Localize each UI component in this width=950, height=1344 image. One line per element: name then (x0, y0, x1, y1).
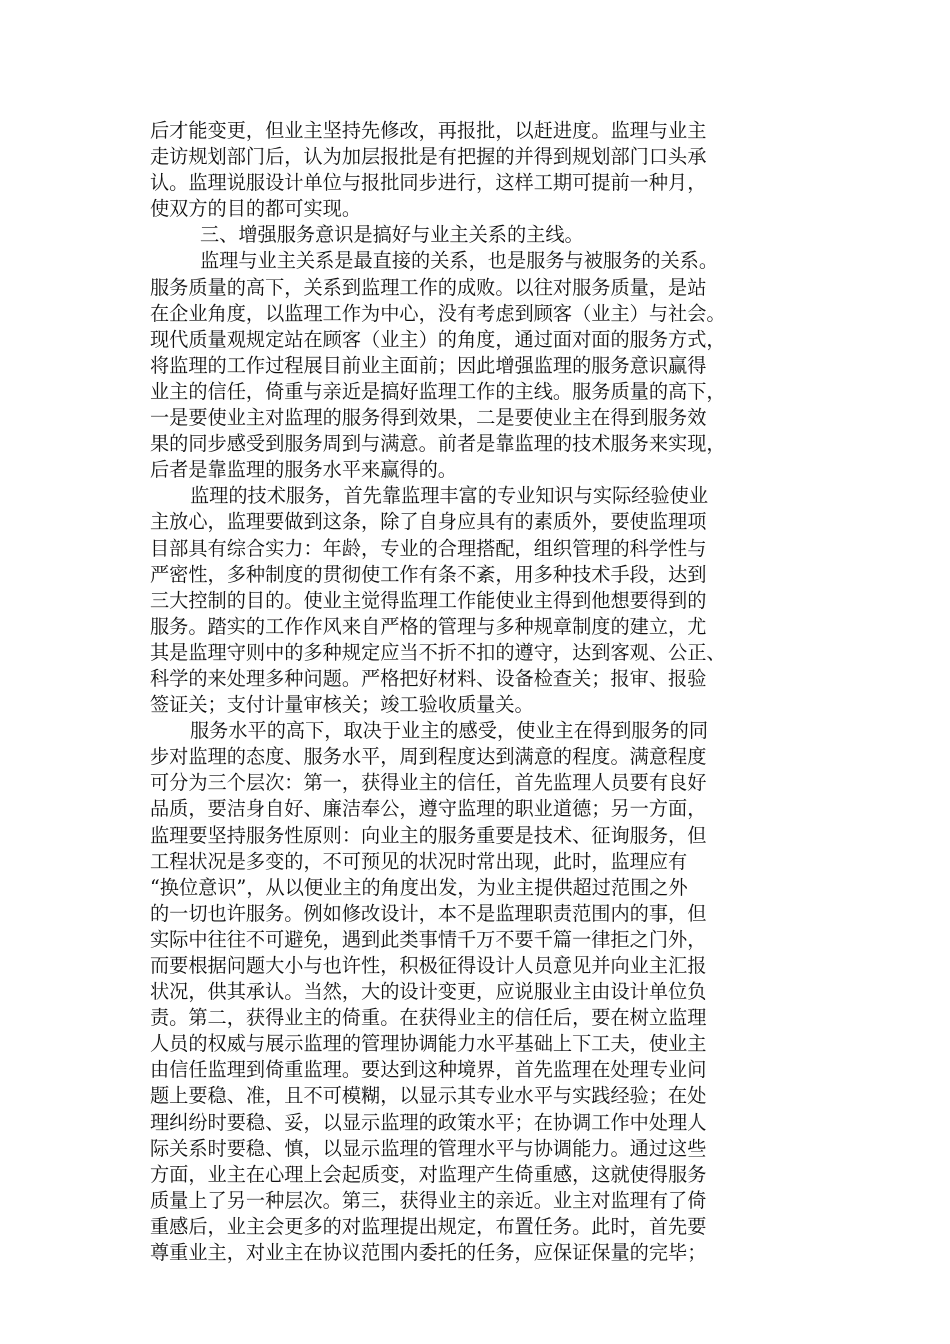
text-line: 题上要稳、准，且不可模糊，以显示其专业水平与实践经验；在处 (150, 1084, 707, 1108)
text-line: 目部具有综合实力：年龄，专业的合理搭配，组织管理的科学性与 (150, 536, 707, 560)
text-line: 服务质量的高下，关系到监理工作的成败。以往对服务质量，是站 (150, 275, 707, 299)
text-line: 现代质量观规定站在顾客（业主）的角度，通过面对面的服务方式， (150, 327, 726, 351)
text-line: 服务水平的高下，取决于业主的感受，使业主在得到服务的同 (190, 719, 709, 743)
text-line: “换位意识”，从以便业主的角度出发，为业主提供超过范围之外 (150, 875, 688, 899)
text-line: 走访规划部门后，认为加层报批是有把握的并得到规划部门口头承 (150, 145, 707, 169)
text-line: 品质，要洁身自好、廉洁奉公，遵守监理的职业道德；另一方面， (150, 797, 707, 821)
text-line: 使双方的目的都可实现。 (150, 197, 362, 221)
text-line: 际关系时要稳、慎，以显示监理的管理水平与协调能力。通过这些 (150, 1136, 707, 1160)
text-line: 监理与业主关系是最直接的关系，也是服务与被服务的关系。 (200, 249, 719, 273)
text-line: 业主的信任，倚重与亲近是搞好监理工作的主线。服务质量的高下， (150, 379, 726, 403)
text-line: 人员的权威与展示监理的管理协调能力水平基础上下工夫，使业主 (150, 1032, 707, 1056)
text-line: 可分为三个层次：第一，获得业主的信任，首先监理人员要有良好 (150, 771, 707, 795)
text-line: 监理的技术服务，首先靠监理丰富的专业知识与实际经验使业 (190, 484, 709, 508)
text-line: 监理要坚持服务性原则：向业主的服务重要是技术、征询服务，但 (150, 823, 707, 847)
text-line: 的一切也许服务。例如修改设计，本不是监理职责范围内的事，但 (150, 901, 707, 925)
text-line: 在企业角度，以监理工作为中心，没有考虑到顾客（业主）与社会。 (150, 301, 726, 325)
text-line: 后者是靠监理的服务水平来赢得的。 (150, 458, 457, 482)
text-line: 三、增强服务意识是搞好与业主关系的主线。 (200, 223, 584, 247)
text-line: 将监理的工作过程展目前业主面前；因此增强监理的服务意识赢得 (150, 353, 707, 377)
text-line: 质量上了另一种层次。第三，获得业主的亲近。业主对监理有了倚 (150, 1188, 707, 1212)
text-line: 果的同步感受到服务周到与满意。前者是靠监理的技术服务来实现， (150, 432, 726, 456)
text-line: 其是监理守则中的多种规定应当不折不扣的遵守，达到客观、公正、 (150, 640, 726, 664)
text-line: 实际中往往不可避免，遇到此类事情千万不要千篇一律拒之门外， (150, 927, 707, 951)
text-line: 科学的来处理多种问题。严格把好材料、设备检查关；报审、报验 (150, 666, 707, 690)
text-line: 而要根据问题大小与也许性，积极征得设计人员意见并向业主汇报 (150, 954, 707, 977)
text-line: 后才能变更，但业主坚持先修改，再报批，以赶进度。监理与业主 (150, 119, 707, 142)
text-line: 认。监理说服设计单位与报批同步进行，这样工期可提前一种月， (150, 171, 707, 195)
text-line: 三大控制的目的。使业主觉得监理工作能使业主得到他想要得到的 (150, 588, 707, 612)
text-line: 严密性，多种制度的贯彻使工作有条不紊，用多种技术手段，达到 (150, 562, 707, 586)
text-line: 主放心，监理要做到这条，除了自身应具有的素质外，要使监理项 (150, 510, 707, 534)
text-line: 签证关；支付计量审核关；竣工验收质量关。 (150, 693, 534, 717)
document-body (150, 118, 820, 1266)
text-line: 重感后，业主会更多的对监理提出规定，布置任务。此时，首先要 (150, 1214, 707, 1238)
text-line: 尊重业主，对业主在协议范围内委托的任务，应保证保量的完毕； (150, 1241, 707, 1265)
text-line: 理纠纷时要稳、妥，以显示监理的政策水平；在协调工作中处理人 (150, 1110, 707, 1134)
text-line: 工程状况是多变的，不可预见的状况时常出现，此时，监理应有 (150, 849, 688, 873)
text-line: 方面，业主在心理上会起质变，对监理产生倚重感，这就使得服务 (150, 1162, 707, 1186)
text-line: 由信任监理到倚重监理。要达到这种境界，首先监理在处理专业问 (150, 1058, 707, 1082)
text-line: 责。第二，获得业主的倚重。在获得业主的信任后，要在树立监理 (150, 1006, 707, 1030)
text-line: 服务。踏实的工作作风来自严格的管理与多种规章制度的建立，尤 (150, 614, 707, 638)
text-line: 一是要使业主对监理的服务得到效果，二是要使业主在得到服务效 (150, 406, 707, 430)
text-line: 状况，供其承认。当然，大的设计变更，应说服业主由设计单位负 (150, 980, 707, 1004)
text-line: 步对监理的态度、服务水平，周到程度达到满意的程度。满意程度 (150, 745, 707, 769)
